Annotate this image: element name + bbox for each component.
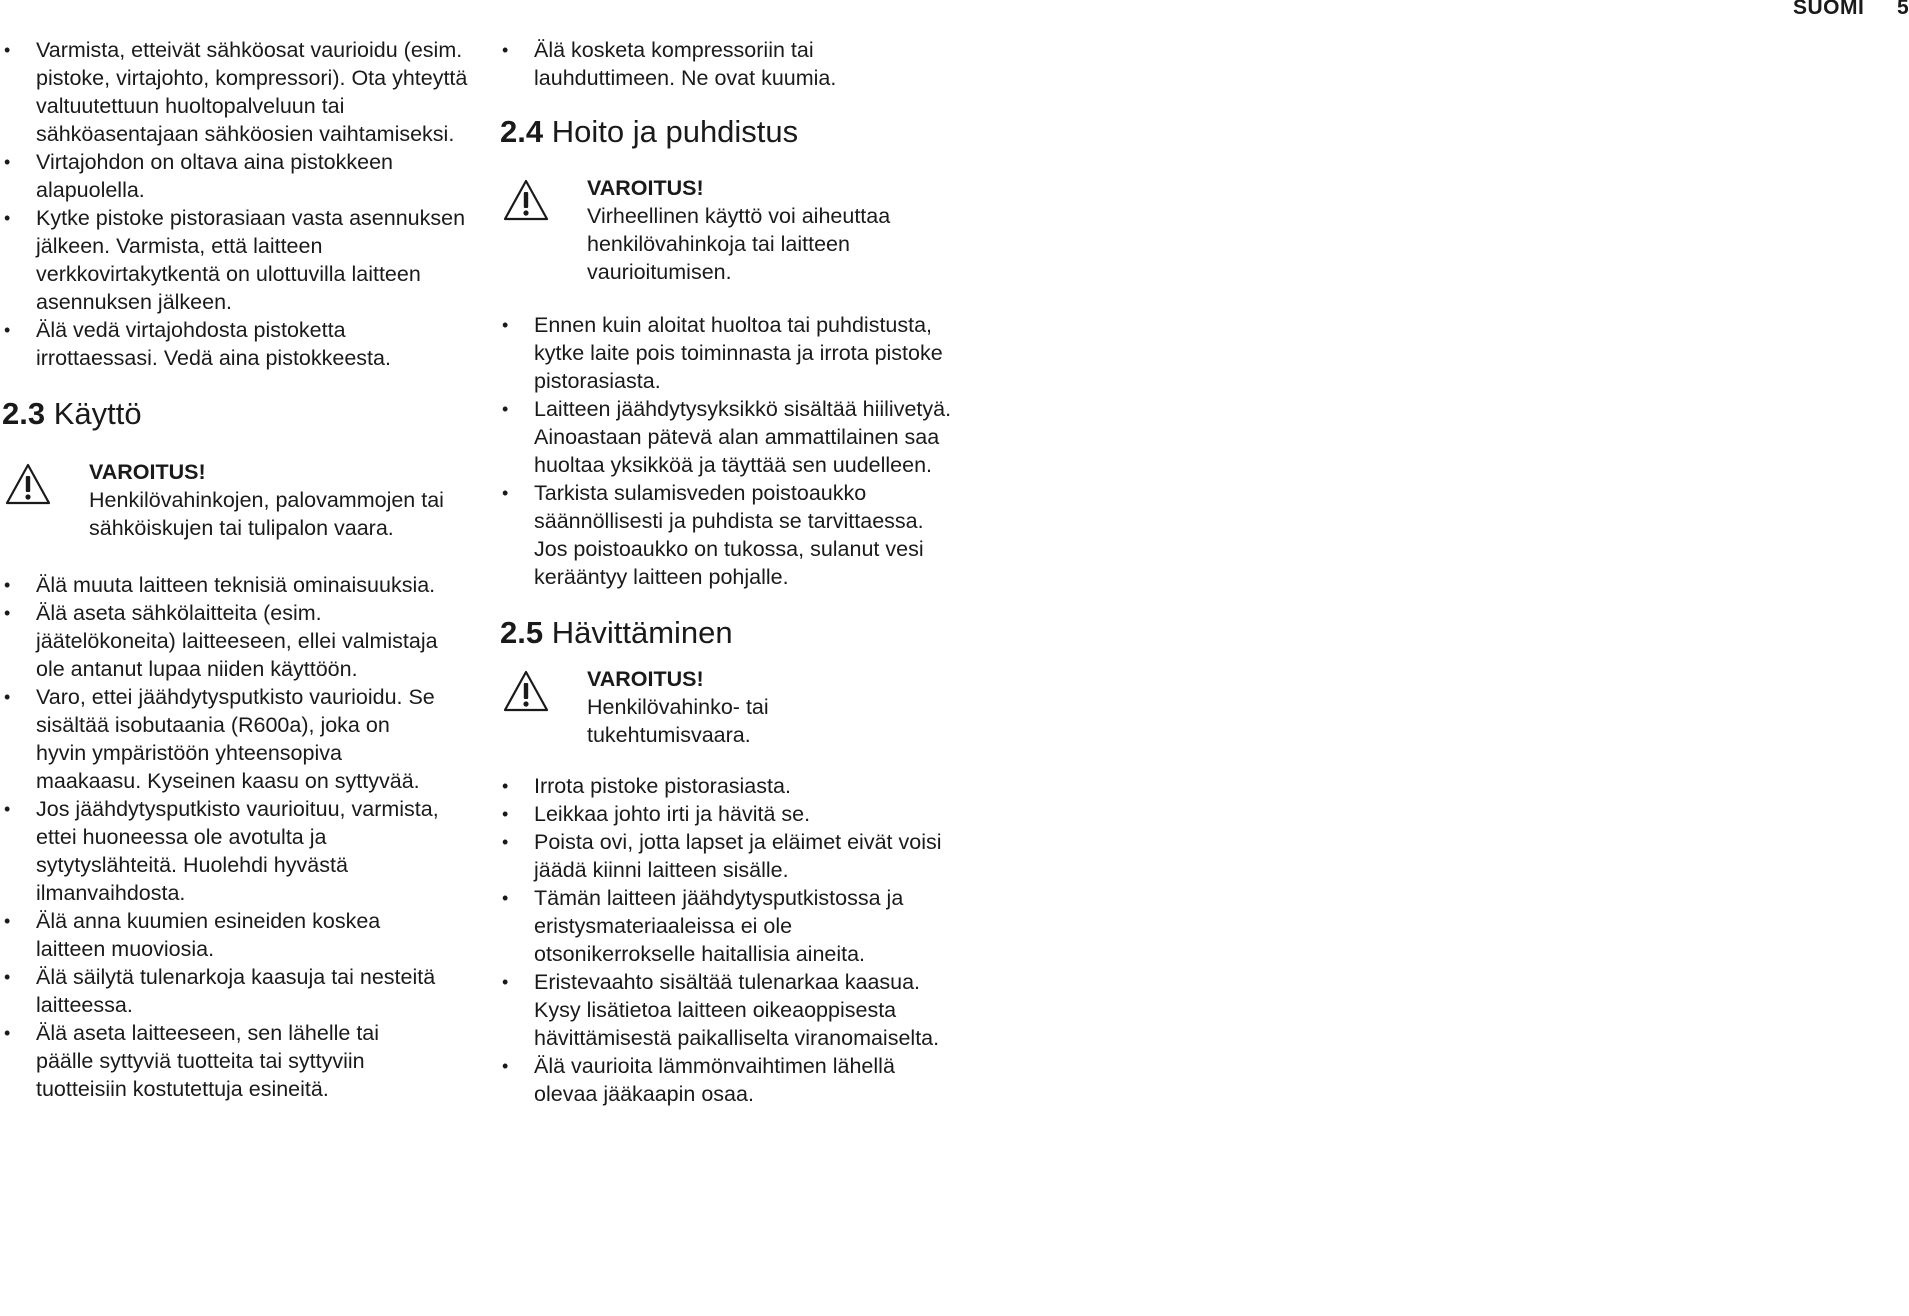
list-item: • Poista ovi, jotta lapset ja eläimet eivät voisi jäädä kiinni laitteen sisälle.: [498, 828, 958, 884]
section-heading-use: [0, 394, 468, 434]
section-heading-disposal: [498, 613, 960, 653]
list-item: • Irrota pistoke pistorasiasta.: [498, 772, 958, 800]
list-item: • Varmista, etteivät sähköosat vaurioidu (esim. pistoke, virtajohto, kompressori). Ota yhteyttä valtuutettuun huoltopalveluun tai sähköasentajaan sähköosien vaihtamiseksi.: [0, 36, 468, 148]
section-number: 2.3: [2, 396, 46, 431]
warning-title: VAROITUS!: [587, 176, 704, 200]
care-instructions-list: [498, 311, 960, 591]
list-item: • Leikkaa johto irti ja hävitä se.: [498, 800, 958, 828]
list-item: • Tarkista sulamisveden poistoaukko säännöllisesti ja puhdista se tarvittaessa. Jos poistoaukko on tukossa, sulanut vesi kerääntyy laitteen pohjalle.: [498, 479, 960, 591]
list-item: • Älä kosketa kompressoriin tai lauhduttimeen. Ne ovat kuumia.: [498, 36, 918, 92]
warning-box-disposal: [498, 665, 947, 749]
list-item: • Älä vedä virtajohdosta pistoketta irrottaessasi. Vedä aina pistokkeesta.: [0, 316, 468, 372]
left-column: [0, 36, 468, 1103]
list-item: • Ennen kuin aloitat huoltoa tai puhdistusta, kytke laite pois toiminnasta ja irrota pistoke pistorasiasta.: [498, 311, 960, 395]
warning-text: Henkilövahinkojen, palovammojen tai sähköiskujen tai tulipalon vaara.: [89, 488, 444, 540]
list-item: • Tämän laitteen jäähdytysputkistossa ja eristysmateriaaleissa ei ole otsonikerrokselle haitallisia aineita.: [498, 884, 958, 968]
warning-text: Henkilövahinko- tai tukehtumisvaara.: [587, 695, 769, 747]
right-column: [498, 36, 960, 1108]
list-item: • Älä anna kuumien esineiden koskea laitteen muoviosia.: [0, 907, 440, 963]
safety-list-use: [0, 571, 440, 1103]
warning-title: VAROITUS!: [89, 460, 206, 484]
list-item: • Älä vaurioita lämmönvaihtimen lähellä olevaa jääkaapin osaa.: [498, 1052, 958, 1108]
warning-title: VAROITUS!: [587, 667, 704, 691]
disposal-list: [498, 772, 958, 1108]
list-item: • Varo, ettei jäähdytysputkisto vaurioidu. Se sisältää isobutaania (R600a), joka on hyvin ympäristöön yhteensopiva maakaasu. Kyseinen kaasu on syttyvää.: [0, 683, 440, 795]
list-item: • Virtajohdon on oltava aina pistokkeen alapuolella.: [0, 148, 468, 204]
list-item: • Kytke pistoke pistorasiaan vasta asennuksen jälkeen. Varmista, että laitteen verkkovirtakytkentä on ulottuvilla laitteen asennuksen jälkeen.: [0, 204, 468, 316]
list-item: • Älä aseta laitteeseen, sen lähelle tai päälle syttyviä tuotteita tai syttyviin tuotteisiin kostutettuja esineitä.: [0, 1019, 440, 1103]
section-title: Hoito ja puhdistus: [551, 114, 799, 149]
safety-list-electrical: [0, 36, 468, 372]
page-number: 5: [1897, 0, 1909, 19]
warning-box-care: [498, 174, 987, 286]
warning-triangle-icon: [502, 178, 550, 222]
list-item: • Eristevaahto sisältää tulenarkaa kaasua. Kysy lisätietoa laitteen oikeaoppisesta hävittämisestä paikalliselta viranomaiselta.: [498, 968, 958, 1052]
list-item: • Älä säilytä tulenarkoja kaasuja tai nesteitä laitteessa.: [0, 963, 440, 1019]
warning-triangle-icon: [502, 669, 550, 713]
section-title: Hävittäminen: [551, 615, 733, 650]
safety-list-compressor: [498, 36, 918, 92]
section-number: 2.4: [500, 114, 544, 149]
list-item: • Jos jäähdytysputkisto vaurioituu, varmista, ettei huoneessa ole avotulta ja sytytyslähteitä. Huolehdi hyvästä ilmanvaihdosta.: [0, 795, 440, 907]
list-item: • Laitteen jäähdytysyksikkö sisältää hiilivetyä. Ainoastaan pätevä alan ammattilainen saa huoltaa yksikköä ja täyttää sen uudelleen.: [498, 395, 960, 479]
language-label: SUOMI: [1793, 0, 1865, 19]
section-title: Käyttö: [53, 396, 142, 431]
section-number: 2.5: [500, 615, 544, 650]
warning-text: Virheellinen käyttö voi aiheuttaa henkilövahinkoja tai laitteen vaurioitumisen.: [587, 204, 891, 284]
list-item: • Älä aseta sähkölaitteita (esim. jäätelökoneita) laitteeseen, ellei valmistaja ole antanut lupaa niiden käyttöön.: [0, 599, 440, 683]
warning-box-use: [0, 458, 449, 542]
warning-triangle-icon: [4, 462, 52, 506]
section-heading-care: [498, 112, 960, 152]
list-item: • Älä muuta laitteen teknisiä ominaisuuksia.: [0, 571, 440, 599]
